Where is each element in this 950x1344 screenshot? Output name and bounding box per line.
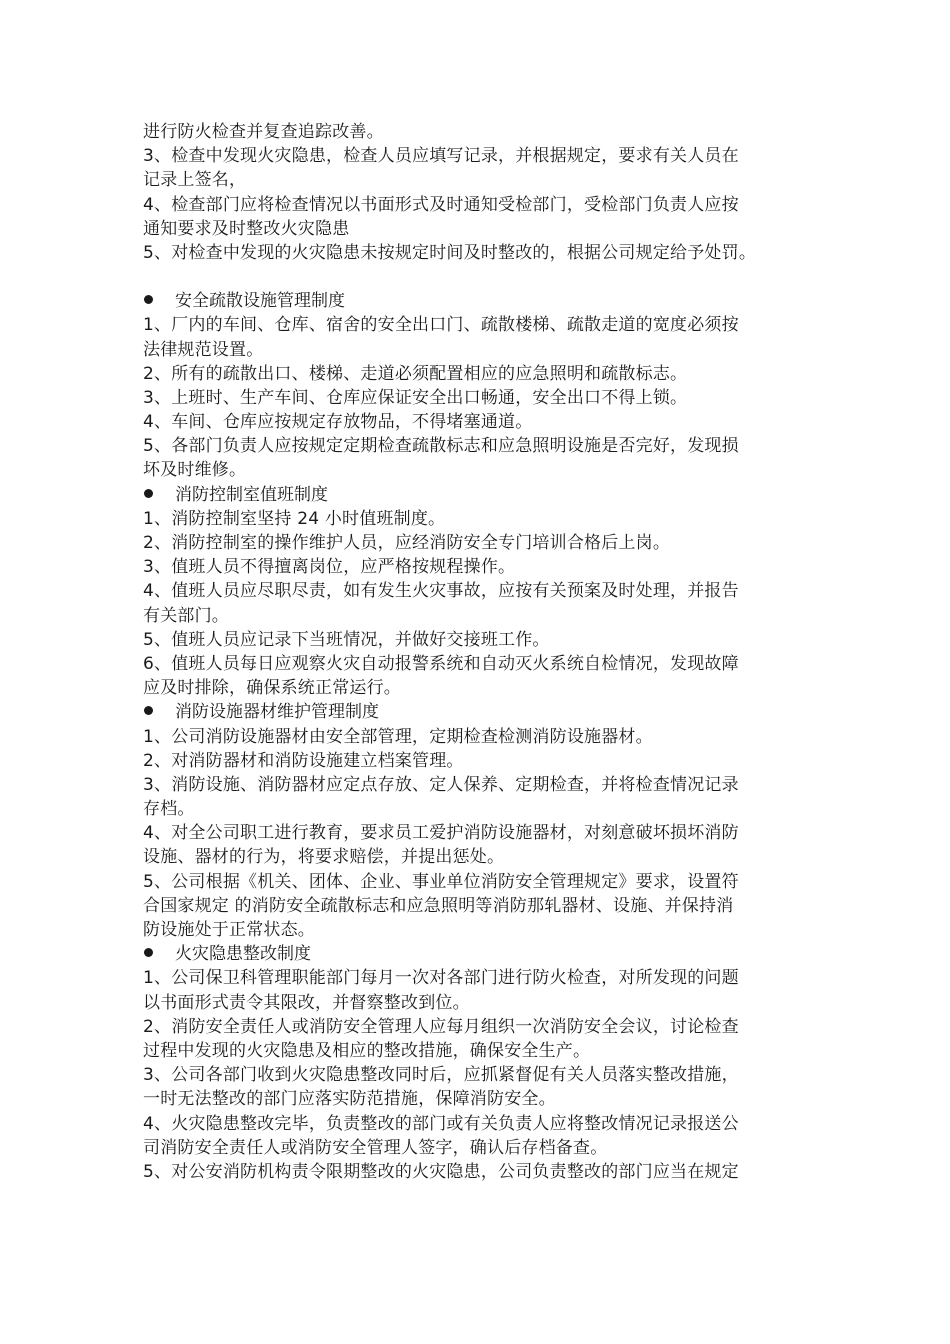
text-line: 5、值班人员应记录下当班情况，并做好交接班工作。	[143, 629, 550, 650]
text-line: 法律规范设置。	[143, 339, 264, 360]
text-line: 6、值班人员每日应观察火灾自动报警系统和自动灭火系统自检情况，发现故障	[143, 653, 739, 674]
text-line: 4、对全公司职工进行教育，要求员工爱护消防设施器材，对刻意破坏损坏消防	[143, 823, 739, 844]
text-line: 2、消防安全责任人或消防安全管理人应每月组织一次消防安全会议，讨论检查	[143, 1016, 739, 1037]
text-line: 防设施处于正常状态。	[143, 920, 315, 940]
text-line: 存档。	[143, 799, 195, 820]
text-line: 2、所有的疏散出口、楼梯、走道必须配置相应的应急照明和疏散标志。	[143, 363, 688, 384]
text-line: 5、对公安消防机构责令限期整改的火灾隐患，公司负责整改的部门应当在规定	[143, 1161, 739, 1182]
text-line: 3、检查中发现火灾隐患，检查人员应填写记录，并根据规定，要求有关人员在	[143, 146, 739, 167]
text-line: 过程中发现的火灾隐患及相应的整改措施，确保安全生产。	[143, 1040, 591, 1061]
text-line: 进行防火检查并复查追踪改善。	[143, 122, 384, 142]
section-evacuation	[143, 289, 823, 483]
section-heading	[143, 483, 823, 507]
intro-block	[143, 120, 823, 265]
text-line: 3、消防设施、消防器材应定点存放、定人保养、定期检查，并将检查情况记录	[143, 774, 739, 795]
text-line: 合国家规定 的消防安全疏散标志和应急照明等消防那轧器材、设施、并保持消	[143, 895, 734, 916]
text-line: 4、检查部门应将检查情况以书面形式及时通知受检部门，受检部门负责人应按	[143, 194, 739, 215]
text-line: 以书面形式责令其限改，并督察整改到位。	[143, 992, 470, 1013]
section-heading	[143, 700, 823, 724]
text-line: 2、对消防器材和消防设施建立档案管理。	[143, 750, 464, 771]
text-line: 3、上班时、生产车间、仓库应保证安全出口畅通，安全出口不得上锁。	[143, 387, 688, 408]
text-line: 5、对检查中发现的火灾隐患未按规定时间及时整改的，根据公司规定给予处罚。	[143, 242, 757, 263]
section-heading	[143, 942, 823, 966]
text-line: 5、各部门负责人应按规定定期检查疏散标志和应急照明设施是否完好，发现损	[143, 436, 739, 457]
text-line: 1、公司保卫科管理职能部门每月一次对各部门进行防火检查，对所发现的问题	[143, 968, 739, 989]
text-line: 3、公司各部门收到火灾隐患整改同时后，应抓紧督促有关人员落实整改措施，	[143, 1065, 739, 1086]
text-line: 1、消防控制室坚持 24 小时值班制度。	[143, 508, 446, 529]
text-line: 通知要求及时整改火灾隐患	[143, 218, 350, 239]
text-line: 设施、器材的行为，将要求赔偿，并提出惩处。	[143, 847, 505, 868]
section-hazard-rectification	[143, 942, 823, 1184]
bullet-icon	[144, 948, 153, 957]
text-line: 3、值班人员不得擅离岗位，应严格按规程操作。	[143, 557, 516, 578]
text-line: 司消防安全责任人或消防安全管理人签字，确认后存档备查。	[143, 1137, 608, 1158]
text-line: 1、厂内的车间、仓库、宿舍的安全出口门、疏散楼梯、疏散走道的宽度必须按	[143, 315, 739, 336]
bullet-icon	[144, 489, 153, 498]
section-control-room	[143, 483, 823, 701]
bullet-icon	[144, 295, 153, 304]
text-line: 有关部门。	[143, 605, 229, 626]
text-line: 2、消防控制室的操作维护人员，应经消防安全专门培训合格后上岗。	[143, 533, 671, 553]
text-line: 4、值班人员应尽职尽责，如有发生火灾事故，应按有关预案及时处理，并报告	[143, 581, 739, 602]
text-line: 4、火灾隐患整改完毕，负责整改的部门或有关负责人应将整改情况记录报送公	[143, 1113, 739, 1134]
section-equipment-maintenance	[143, 700, 823, 942]
text-line: 5、公司根据《机关、团体、企业、事业单位消防安全管理规定》要求，设置符	[143, 871, 739, 892]
text-line: 1、公司消防设施器材由安全部管理，定期检查检测消防设施器材。	[143, 726, 653, 747]
section-heading-text: 消防设施器材维护管理制度	[175, 702, 379, 723]
text-line: 应及时排除，确保系统正常运行。	[143, 678, 401, 699]
bullet-icon	[144, 706, 153, 715]
section-heading-text: 火灾隐患整改制度	[175, 944, 311, 965]
section-heading-text: 安全疏散设施管理制度	[175, 291, 345, 312]
text-line: 一时无法整改的部门应落实防范措施，保障消防安全。	[143, 1089, 556, 1110]
text-line: 记录上签名，	[143, 170, 247, 191]
section-heading-text: 消防控制室值班制度	[175, 484, 328, 505]
text-line: 4、车间、仓库应按规定存放物品，不得堵塞通道。	[143, 412, 533, 433]
paragraph-spacer	[143, 265, 823, 289]
section-heading	[143, 289, 823, 313]
document-page	[143, 120, 823, 1184]
text-line: 坏及时维修。	[143, 460, 247, 481]
